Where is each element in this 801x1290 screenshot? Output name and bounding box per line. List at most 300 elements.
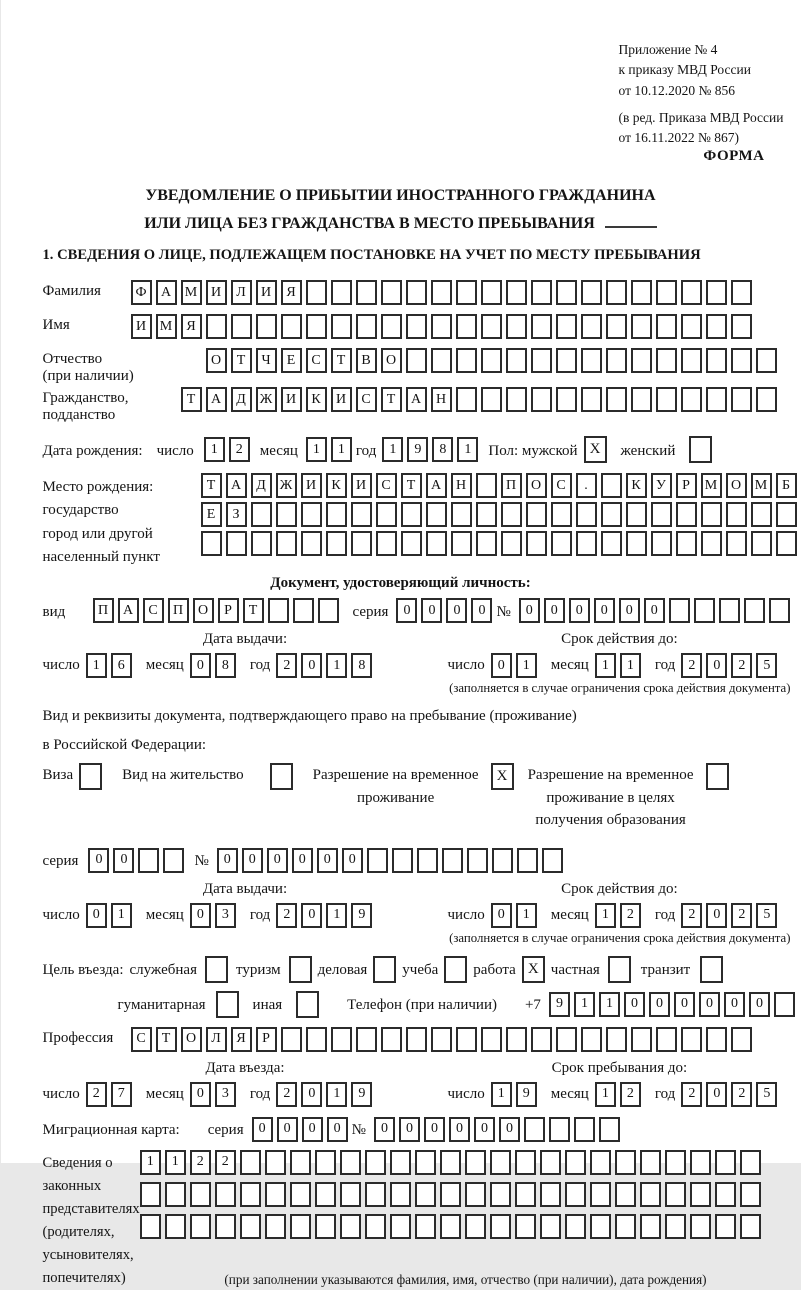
char-cell[interactable] [406, 280, 427, 305]
sex-female-checkbox[interactable] [689, 436, 712, 463]
char-cell[interactable]: Е [281, 348, 302, 373]
char-cell[interactable]: 0 [446, 598, 467, 623]
char-cell[interactable] [615, 1150, 636, 1175]
char-cell[interactable]: 2 [229, 437, 250, 462]
char-cell[interactable]: 0 [396, 598, 417, 623]
char-cell[interactable] [706, 387, 727, 412]
char-cell[interactable]: 1 [595, 653, 616, 678]
char-cell[interactable]: С [551, 473, 572, 498]
char-cell[interactable]: А [206, 387, 227, 412]
char-cell[interactable] [740, 1214, 761, 1239]
char-cell[interactable] [640, 1214, 661, 1239]
temporary-residence-checkbox[interactable]: X [491, 763, 514, 790]
char-cell[interactable] [769, 598, 790, 623]
char-cell[interactable] [576, 502, 597, 527]
char-cell[interactable] [301, 502, 322, 527]
char-cell[interactable] [776, 531, 797, 556]
char-cell[interactable]: И [256, 280, 277, 305]
char-cell[interactable]: 0 [217, 848, 238, 873]
char-cell[interactable]: 5 [756, 903, 777, 928]
char-cell[interactable] [140, 1214, 161, 1239]
char-cell[interactable]: Н [451, 473, 472, 498]
char-cell[interactable]: С [356, 387, 377, 412]
char-cell[interactable]: 0 [649, 992, 670, 1017]
char-cell[interactable] [551, 502, 572, 527]
char-cell[interactable]: 0 [190, 653, 211, 678]
char-cell[interactable]: 0 [342, 848, 363, 873]
char-cell[interactable]: 0 [277, 1117, 298, 1142]
char-cell[interactable] [606, 280, 627, 305]
char-cell[interactable]: 1 [306, 437, 327, 462]
char-cell[interactable] [315, 1182, 336, 1207]
char-cell[interactable]: 1 [491, 1082, 512, 1107]
char-cell[interactable] [565, 1214, 586, 1239]
char-cell[interactable] [190, 1182, 211, 1207]
char-cell[interactable] [631, 280, 652, 305]
char-cell[interactable] [515, 1182, 536, 1207]
char-cell[interactable] [431, 348, 452, 373]
purpose-study-checkbox[interactable] [444, 956, 467, 983]
char-cell[interactable]: 1 [204, 437, 225, 462]
char-cell[interactable] [556, 387, 577, 412]
char-cell[interactable] [365, 1182, 386, 1207]
char-cell[interactable]: 1 [516, 653, 537, 678]
char-cell[interactable] [456, 348, 477, 373]
char-cell[interactable]: 0 [190, 903, 211, 928]
char-cell[interactable] [656, 387, 677, 412]
char-cell[interactable]: 0 [474, 1117, 495, 1142]
char-cell[interactable] [506, 1027, 527, 1052]
char-cell[interactable] [290, 1150, 311, 1175]
char-cell[interactable]: 5 [756, 653, 777, 678]
char-cell[interactable]: Е [201, 502, 222, 527]
char-cell[interactable]: 2 [681, 653, 702, 678]
char-cell[interactable]: М [751, 473, 772, 498]
char-cell[interactable] [356, 314, 377, 339]
char-cell[interactable]: 1 [599, 992, 620, 1017]
char-cell[interactable] [426, 531, 447, 556]
char-cell[interactable] [265, 1182, 286, 1207]
char-cell[interactable] [401, 531, 422, 556]
char-cell[interactable] [574, 1117, 595, 1142]
char-cell[interactable] [631, 1027, 652, 1052]
char-cell[interactable] [590, 1182, 611, 1207]
char-cell[interactable] [690, 1150, 711, 1175]
char-cell[interactable]: 2 [681, 903, 702, 928]
char-cell[interactable] [731, 348, 752, 373]
char-cell[interactable] [476, 531, 497, 556]
char-cell[interactable]: П [93, 598, 114, 623]
char-cell[interactable]: 1 [326, 653, 347, 678]
char-cell[interactable] [706, 280, 727, 305]
char-cell[interactable] [240, 1182, 261, 1207]
char-cell[interactable]: О [526, 473, 547, 498]
char-cell[interactable]: 2 [276, 653, 297, 678]
char-cell[interactable]: И [206, 280, 227, 305]
char-cell[interactable] [531, 314, 552, 339]
char-cell[interactable]: 0 [301, 1082, 322, 1107]
char-cell[interactable] [293, 598, 314, 623]
char-cell[interactable] [251, 531, 272, 556]
char-cell[interactable] [290, 1214, 311, 1239]
char-cell[interactable]: М [156, 314, 177, 339]
char-cell[interactable]: 0 [302, 1117, 323, 1142]
char-cell[interactable] [631, 387, 652, 412]
char-cell[interactable] [281, 1027, 302, 1052]
char-cell[interactable]: З [226, 502, 247, 527]
residence-permit-checkbox[interactable] [270, 763, 293, 790]
char-cell[interactable] [690, 1214, 711, 1239]
char-cell[interactable] [626, 531, 647, 556]
char-cell[interactable]: С [306, 348, 327, 373]
char-cell[interactable] [681, 280, 702, 305]
char-cell[interactable] [774, 992, 795, 1017]
char-cell[interactable]: 2 [620, 903, 641, 928]
char-cell[interactable] [490, 1214, 511, 1239]
char-cell[interactable] [426, 502, 447, 527]
char-cell[interactable] [531, 280, 552, 305]
char-cell[interactable]: 1 [326, 1082, 347, 1107]
char-cell[interactable] [606, 348, 627, 373]
char-cell[interactable] [215, 1182, 236, 1207]
char-cell[interactable] [431, 1027, 452, 1052]
char-cell[interactable] [440, 1182, 461, 1207]
char-cell[interactable]: 1 [86, 653, 107, 678]
char-cell[interactable]: 0 [113, 848, 134, 873]
purpose-commercial-checkbox[interactable] [373, 956, 396, 983]
char-cell[interactable] [524, 1117, 545, 1142]
char-cell[interactable]: 0 [706, 1082, 727, 1107]
purpose-work-checkbox[interactable]: X [522, 956, 545, 983]
char-cell[interactable] [306, 1027, 327, 1052]
char-cell[interactable] [490, 1182, 511, 1207]
char-cell[interactable] [651, 531, 672, 556]
char-cell[interactable] [440, 1214, 461, 1239]
char-cell[interactable] [465, 1182, 486, 1207]
char-cell[interactable] [256, 314, 277, 339]
char-cell[interactable]: 0 [88, 848, 109, 873]
char-cell[interactable]: С [143, 598, 164, 623]
char-cell[interactable]: С [376, 473, 397, 498]
char-cell[interactable]: А [226, 473, 247, 498]
char-cell[interactable] [715, 1214, 736, 1239]
char-cell[interactable] [390, 1214, 411, 1239]
char-cell[interactable] [676, 502, 697, 527]
char-cell[interactable] [681, 1027, 702, 1052]
char-cell[interactable]: 0 [699, 992, 720, 1017]
char-cell[interactable] [306, 314, 327, 339]
char-cell[interactable] [415, 1182, 436, 1207]
char-cell[interactable] [601, 473, 622, 498]
char-cell[interactable] [265, 1214, 286, 1239]
temporary-residence-education-checkbox[interactable] [706, 763, 729, 790]
char-cell[interactable] [431, 314, 452, 339]
char-cell[interactable]: Т [201, 473, 222, 498]
purpose-humanitarian-checkbox[interactable] [216, 991, 239, 1018]
char-cell[interactable] [456, 280, 477, 305]
char-cell[interactable]: О [193, 598, 214, 623]
char-cell[interactable]: 8 [432, 437, 453, 462]
char-cell[interactable] [365, 1214, 386, 1239]
char-cell[interactable] [506, 280, 527, 305]
char-cell[interactable]: 1 [595, 1082, 616, 1107]
char-cell[interactable] [606, 314, 627, 339]
char-cell[interactable]: 6 [111, 653, 132, 678]
char-cell[interactable] [226, 531, 247, 556]
char-cell[interactable] [417, 848, 438, 873]
char-cell[interactable] [392, 848, 413, 873]
char-cell[interactable] [476, 502, 497, 527]
char-cell[interactable] [465, 1150, 486, 1175]
char-cell[interactable]: 1 [574, 992, 595, 1017]
char-cell[interactable] [756, 348, 777, 373]
char-cell[interactable] [640, 1150, 661, 1175]
char-cell[interactable]: 0 [267, 848, 288, 873]
char-cell[interactable] [540, 1214, 561, 1239]
char-cell[interactable] [656, 314, 677, 339]
char-cell[interactable] [315, 1150, 336, 1175]
char-cell[interactable]: 2 [276, 1082, 297, 1107]
char-cell[interactable]: 0 [327, 1117, 348, 1142]
char-cell[interactable]: Т [243, 598, 264, 623]
char-cell[interactable] [381, 280, 402, 305]
char-cell[interactable]: Т [381, 387, 402, 412]
char-cell[interactable]: А [406, 387, 427, 412]
char-cell[interactable]: А [156, 280, 177, 305]
char-cell[interactable]: К [326, 473, 347, 498]
char-cell[interactable] [481, 348, 502, 373]
char-cell[interactable] [515, 1214, 536, 1239]
char-cell[interactable] [715, 1150, 736, 1175]
char-cell[interactable] [390, 1150, 411, 1175]
char-cell[interactable]: Я [281, 280, 302, 305]
char-cell[interactable] [590, 1150, 611, 1175]
char-cell[interactable]: 0 [499, 1117, 520, 1142]
char-cell[interactable] [565, 1150, 586, 1175]
char-cell[interactable] [140, 1182, 161, 1207]
char-cell[interactable]: И [131, 314, 152, 339]
char-cell[interactable] [606, 387, 627, 412]
char-cell[interactable] [206, 314, 227, 339]
char-cell[interactable] [615, 1214, 636, 1239]
char-cell[interactable]: 2 [86, 1082, 107, 1107]
char-cell[interactable]: П [501, 473, 522, 498]
char-cell[interactable] [576, 531, 597, 556]
char-cell[interactable] [526, 502, 547, 527]
char-cell[interactable] [351, 531, 372, 556]
char-cell[interactable] [406, 1027, 427, 1052]
char-cell[interactable]: 2 [215, 1150, 236, 1175]
char-cell[interactable] [440, 1150, 461, 1175]
char-cell[interactable]: О [381, 348, 402, 373]
char-cell[interactable] [726, 502, 747, 527]
char-cell[interactable]: 0 [301, 653, 322, 678]
char-cell[interactable] [581, 314, 602, 339]
char-cell[interactable] [706, 1027, 727, 1052]
char-cell[interactable]: 2 [620, 1082, 641, 1107]
char-cell[interactable] [367, 848, 388, 873]
char-cell[interactable]: 0 [190, 1082, 211, 1107]
char-cell[interactable] [565, 1182, 586, 1207]
char-cell[interactable] [276, 502, 297, 527]
char-cell[interactable] [681, 314, 702, 339]
char-cell[interactable] [776, 502, 797, 527]
char-cell[interactable]: Н [431, 387, 452, 412]
char-cell[interactable]: 5 [756, 1082, 777, 1107]
char-cell[interactable] [744, 598, 765, 623]
char-cell[interactable]: С [131, 1027, 152, 1052]
char-cell[interactable]: 1 [457, 437, 478, 462]
char-cell[interactable] [656, 280, 677, 305]
char-cell[interactable] [240, 1214, 261, 1239]
char-cell[interactable]: Ж [276, 473, 297, 498]
char-cell[interactable] [531, 387, 552, 412]
char-cell[interactable] [556, 1027, 577, 1052]
char-cell[interactable]: 2 [190, 1150, 211, 1175]
char-cell[interactable]: И [301, 473, 322, 498]
char-cell[interactable]: 9 [407, 437, 428, 462]
char-cell[interactable]: . [576, 473, 597, 498]
char-cell[interactable] [515, 1150, 536, 1175]
char-cell[interactable] [549, 1117, 570, 1142]
char-cell[interactable]: О [726, 473, 747, 498]
char-cell[interactable]: Д [231, 387, 252, 412]
char-cell[interactable]: 1 [331, 437, 352, 462]
char-cell[interactable] [526, 531, 547, 556]
char-cell[interactable] [163, 848, 184, 873]
char-cell[interactable]: 0 [242, 848, 263, 873]
char-cell[interactable] [340, 1150, 361, 1175]
char-cell[interactable]: 0 [252, 1117, 273, 1142]
char-cell[interactable]: В [356, 348, 377, 373]
char-cell[interactable]: 1 [165, 1150, 186, 1175]
char-cell[interactable] [276, 531, 297, 556]
char-cell[interactable] [315, 1214, 336, 1239]
purpose-other-checkbox[interactable] [296, 991, 319, 1018]
char-cell[interactable] [326, 502, 347, 527]
char-cell[interactable] [551, 531, 572, 556]
char-cell[interactable] [456, 387, 477, 412]
char-cell[interactable] [726, 531, 747, 556]
char-cell[interactable] [481, 280, 502, 305]
char-cell[interactable] [356, 280, 377, 305]
char-cell[interactable] [340, 1214, 361, 1239]
char-cell[interactable] [215, 1214, 236, 1239]
char-cell[interactable]: 0 [544, 598, 565, 623]
char-cell[interactable] [451, 502, 472, 527]
char-cell[interactable]: 0 [424, 1117, 445, 1142]
visa-checkbox[interactable] [79, 763, 102, 790]
char-cell[interactable] [306, 280, 327, 305]
char-cell[interactable]: И [351, 473, 372, 498]
char-cell[interactable]: Т [331, 348, 352, 373]
char-cell[interactable]: О [206, 348, 227, 373]
char-cell[interactable] [481, 1027, 502, 1052]
char-cell[interactable] [540, 1182, 561, 1207]
char-cell[interactable]: Р [676, 473, 697, 498]
char-cell[interactable]: Ф [131, 280, 152, 305]
char-cell[interactable] [481, 387, 502, 412]
char-cell[interactable] [626, 502, 647, 527]
char-cell[interactable]: Д [251, 473, 272, 498]
char-cell[interactable] [465, 1214, 486, 1239]
char-cell[interactable]: 0 [706, 903, 727, 928]
char-cell[interactable]: 0 [399, 1117, 420, 1142]
char-cell[interactable] [606, 1027, 627, 1052]
char-cell[interactable]: 9 [351, 903, 372, 928]
char-cell[interactable] [390, 1182, 411, 1207]
char-cell[interactable] [190, 1214, 211, 1239]
char-cell[interactable] [715, 1182, 736, 1207]
char-cell[interactable]: Л [231, 280, 252, 305]
purpose-tourism-checkbox[interactable] [289, 956, 312, 983]
char-cell[interactable] [640, 1182, 661, 1207]
char-cell[interactable] [706, 348, 727, 373]
char-cell[interactable] [631, 314, 652, 339]
char-cell[interactable]: 8 [351, 653, 372, 678]
char-cell[interactable] [331, 1027, 352, 1052]
char-cell[interactable] [690, 1182, 711, 1207]
char-cell[interactable] [581, 387, 602, 412]
char-cell[interactable] [401, 502, 422, 527]
char-cell[interactable]: Т [181, 387, 202, 412]
purpose-transit-checkbox[interactable] [700, 956, 723, 983]
char-cell[interactable]: 0 [644, 598, 665, 623]
char-cell[interactable]: 2 [731, 1082, 752, 1107]
char-cell[interactable]: Р [218, 598, 239, 623]
char-cell[interactable] [531, 348, 552, 373]
char-cell[interactable] [701, 531, 722, 556]
char-cell[interactable] [351, 502, 372, 527]
char-cell[interactable]: 1 [326, 903, 347, 928]
char-cell[interactable]: Р [256, 1027, 277, 1052]
char-cell[interactable] [476, 473, 497, 498]
char-cell[interactable] [265, 1150, 286, 1175]
char-cell[interactable] [601, 502, 622, 527]
char-cell[interactable]: А [426, 473, 447, 498]
char-cell[interactable] [706, 314, 727, 339]
char-cell[interactable] [268, 598, 289, 623]
char-cell[interactable] [665, 1182, 686, 1207]
char-cell[interactable]: 0 [569, 598, 590, 623]
char-cell[interactable]: К [626, 473, 647, 498]
char-cell[interactable]: 0 [421, 598, 442, 623]
char-cell[interactable] [301, 531, 322, 556]
char-cell[interactable] [281, 314, 302, 339]
char-cell[interactable] [681, 348, 702, 373]
char-cell[interactable] [531, 1027, 552, 1052]
char-cell[interactable] [556, 348, 577, 373]
char-cell[interactable] [165, 1214, 186, 1239]
char-cell[interactable]: 9 [549, 992, 570, 1017]
char-cell[interactable] [451, 531, 472, 556]
char-cell[interactable]: 0 [674, 992, 695, 1017]
char-cell[interactable] [318, 598, 339, 623]
char-cell[interactable]: 7 [111, 1082, 132, 1107]
char-cell[interactable]: 0 [374, 1117, 395, 1142]
char-cell[interactable]: 0 [519, 598, 540, 623]
char-cell[interactable]: Т [156, 1027, 177, 1052]
char-cell[interactable] [138, 848, 159, 873]
char-cell[interactable] [376, 531, 397, 556]
char-cell[interactable] [201, 531, 222, 556]
purpose-business-checkbox[interactable] [205, 956, 228, 983]
char-cell[interactable] [506, 348, 527, 373]
sex-male-checkbox[interactable]: X [584, 436, 607, 463]
char-cell[interactable] [599, 1117, 620, 1142]
char-cell[interactable]: Я [231, 1027, 252, 1052]
char-cell[interactable] [601, 531, 622, 556]
